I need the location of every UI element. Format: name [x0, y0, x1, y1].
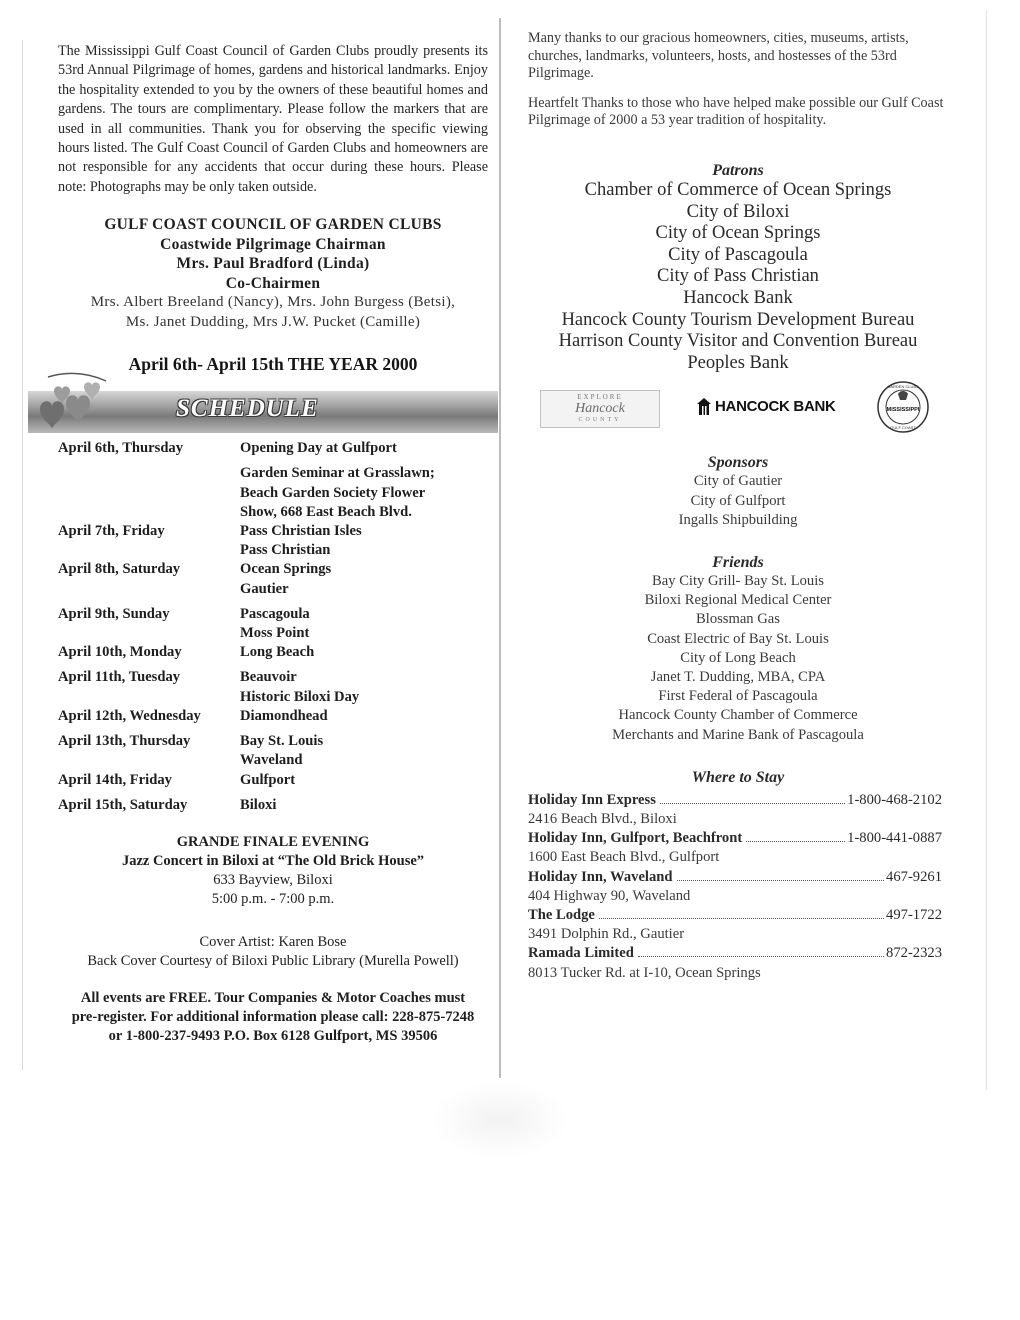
patron-item: Peoples Bank — [687, 352, 789, 373]
lodging-name: Ramada Limited — [528, 945, 634, 962]
schedule-day: April 10th, Monday — [58, 644, 182, 661]
friend-item: Blossman Gas — [696, 611, 780, 628]
schedule-day: April 12th, Wednesday — [58, 707, 201, 724]
lodging-row — [528, 791, 942, 810]
lodging-name: Holiday Inn, Waveland — [528, 868, 673, 885]
back-cover-credit: Back Cover Courtesy of Biloxi Public Library (Murella Powell) — [87, 952, 459, 969]
patrons-heading: Patrons — [712, 161, 764, 179]
friend-item: Biloxi Regional Medical Center — [644, 592, 832, 609]
scan-smudge — [430, 1080, 570, 1160]
schedule-event: Show, 668 East Beach Blvd. — [240, 503, 412, 520]
hancock-tower-icon — [696, 398, 712, 416]
schedule-events — [240, 771, 488, 790]
schedule-events — [240, 464, 488, 522]
friends-heading: Friends — [712, 553, 764, 571]
finale-subtitle: Jazz Concert in Biloxi at “The Old Brick House” — [121, 852, 425, 869]
lodging-name: Holiday Inn, Gulfport, Beachfront — [528, 830, 743, 847]
schedule-row — [58, 560, 488, 598]
lodging-address: 1600 East Beach Blvd., Gulfport — [528, 849, 720, 866]
schedule-event: Long Beach — [240, 644, 315, 661]
patron-item: Hancock County Tourism Development Bureau — [561, 309, 915, 330]
event-dates: April 6th- April 15th THE YEAR 2000 — [128, 354, 418, 375]
friend-item: Bay City Grill- Bay St. Louis — [652, 572, 824, 589]
schedule-events — [240, 560, 488, 598]
hancock-bank-logo: HANCOCK BANK — [696, 398, 836, 416]
friend-item: Hancock County Chamber of Commerce — [618, 707, 858, 724]
dot-leader — [677, 880, 885, 881]
intro-paragraph: The Mississippi Gulf Coast Council of Garden Clubs proudly presents its 53rd Annual Pilgrimage of homes, gardens and historical landmarks. Enjoy the hospitality extended to you by the owners of these beautiful homes and gardens. The tours are complimentary. Please follow the markers that are used in all communities. Thank you for observing the specific viewing hours listed. The Gulf Coast Council of Garden Clubs and homeowners are not responsible for any accidents that occur during these hours. Please note: Photographs may be only taken outside. — [58, 43, 488, 195]
where-to-stay-heading: Where to Stay — [691, 768, 785, 786]
lodging-phone: 497-1722 — [886, 906, 942, 923]
lodging-list — [528, 791, 948, 983]
thanks-paragraph-1: Many thanks to our gracious homeowners, cities, museums, artists, churches, landmarks, volunteers, hosts, and hostesses of the 53rd Pilgrimage. — [528, 30, 909, 82]
dot-leader — [638, 956, 884, 957]
schedule-day: April 11th, Tuesday — [58, 669, 181, 686]
schedule-title: SCHEDULE — [176, 395, 319, 423]
friend-item: Janet T. Dudding, MBA, CPA — [650, 668, 826, 685]
finale-address: 633 Bayview, Biloxi — [213, 871, 333, 888]
patron-item: City of Ocean Springs — [655, 223, 821, 244]
schedule-event: Garden Seminar at Grasslawn; — [240, 465, 435, 482]
dot-leader — [599, 918, 884, 919]
schedule-event: Beauvoir — [240, 669, 297, 686]
cochairs-line-2: Ms. Janet Dudding, Mrs J.W. Pucket (Camille) — [125, 313, 421, 330]
page-edge-right — [986, 10, 987, 1090]
schedule-events — [240, 668, 488, 706]
lodging-name: The Lodge — [528, 906, 595, 923]
thanks-paragraph-2: Heartfelt Thanks to those who have helped make possible our Gulf Coast Pilgrimage of 2000 a 53 year tradition of hospitality. — [528, 94, 944, 129]
schedule-event: Pass Christian — [240, 542, 331, 559]
schedule-events — [240, 643, 488, 662]
patron-item: City of Pass Christian — [657, 266, 819, 287]
finale-title: GRANDE FINALE EVENING — [176, 833, 370, 850]
free-line-2: pre-register. For additional information please call: 228-875-7248 — [71, 1008, 475, 1025]
patron-item: City of Biloxi — [686, 201, 790, 222]
cochairs-title: Co-Chairmen — [225, 274, 321, 292]
council-name: GULF COAST COUNCIL OF GARDEN CLUBS — [104, 216, 442, 234]
chair-title: Coastwide Pilgrimage Chairman — [160, 235, 386, 253]
schedule-row — [58, 522, 488, 560]
schedule-row — [58, 668, 488, 706]
schedule-row — [58, 732, 488, 770]
schedule-day: April 15th, Saturday — [58, 796, 188, 813]
schedule-events — [240, 796, 488, 815]
schedule-row — [58, 707, 488, 726]
lodging-phone: 467-9261 — [886, 868, 942, 885]
schedule-event: Biloxi — [240, 796, 277, 813]
sponsor-logos — [528, 380, 948, 440]
friend-item: City of Long Beach — [680, 649, 796, 666]
schedule-table — [58, 439, 488, 815]
lodging-address: 3491 Dolphin Rd., Gautier — [528, 926, 685, 943]
schedule-row — [58, 605, 488, 643]
friend-item: First Federal of Pascagoula — [658, 688, 818, 705]
schedule-day: April 6th, Thursday — [58, 440, 184, 457]
svg-text:MISSISSIPPI: MISSISSIPPI — [886, 407, 920, 414]
schedule-event: Beach Garden Society Flower — [240, 484, 426, 501]
council-block — [58, 215, 488, 332]
free-line-1: All events are FREE. Tour Companies & Motor Coaches must — [80, 989, 466, 1006]
schedule-event: Opening Day at Gulfport — [240, 440, 397, 457]
schedule-event: Ocean Springs — [240, 561, 332, 578]
schedule-day: April 14th, Friday — [58, 771, 172, 788]
page-edge-left — [22, 40, 23, 1070]
friends-list — [528, 572, 948, 745]
explore-hancock-county-logo: EXPLORE Hancock COUNTY — [540, 390, 660, 428]
schedule-row — [58, 643, 488, 662]
lodging-name: Holiday Inn Express — [528, 791, 656, 808]
schedule-event: Pass Christian Isles — [240, 523, 362, 540]
friend-item: Coast Electric of Bay St. Louis — [647, 630, 829, 647]
schedule-row — [58, 771, 488, 790]
schedule-events — [240, 707, 488, 726]
schedule-event: Gautier — [240, 580, 289, 597]
schedule-row — [58, 439, 488, 458]
dot-leader — [746, 841, 845, 842]
sponsors-list — [528, 472, 948, 530]
schedule-row — [58, 796, 488, 815]
sponsor-item: City of Gautier — [693, 473, 783, 490]
schedule-day: April 13th, Thursday — [58, 733, 191, 750]
sponsor-item: City of Gulfport — [690, 492, 786, 509]
finale-time: 5:00 p.m. - 7:00 p.m. — [211, 890, 335, 907]
lodging-row — [528, 829, 942, 848]
lodging-row — [528, 868, 942, 887]
lodging-address: 2416 Beach Blvd., Biloxi — [528, 810, 677, 827]
patron-item: Harrison County Visitor and Convention Bureau — [558, 331, 918, 352]
patron-item: Hancock Bank — [683, 287, 793, 308]
lodging-row — [528, 906, 942, 925]
finale-block — [58, 833, 488, 909]
chair-name: Mrs. Paul Bradford (Linda) — [176, 255, 370, 273]
patron-item: City of Pascagoula — [668, 244, 808, 265]
schedule-events — [240, 732, 488, 770]
schedule-event: Diamondhead — [240, 707, 328, 724]
right-panel — [528, 30, 948, 983]
lodging-address: 8013 Tucker Rd. at I-10, Ocean Springs — [528, 964, 761, 981]
free-line-3: or 1-800-237-9493 P.O. Box 6128 Gulfport, MS 39506 — [108, 1027, 438, 1044]
schedule-day: April 8th, Saturday — [58, 561, 181, 578]
friend-item: Merchants and Marine Bank of Pascagoula — [612, 726, 864, 743]
credits-block — [58, 933, 488, 971]
schedule-event: Moss Point — [240, 625, 310, 642]
svg-text:GARDEN CLUBS: GARDEN CLUBS — [887, 384, 919, 390]
schedule-day: April 9th, Sunday — [58, 605, 170, 622]
svg-text:GULF COAST: GULF COAST — [890, 425, 916, 431]
schedule-event: Historic Biloxi Day — [240, 688, 360, 705]
patrons-list — [528, 180, 948, 374]
schedule-row — [58, 464, 488, 522]
schedule-event: Gulfport — [240, 771, 296, 788]
lodging-address: 404 Highway 90, Waveland — [528, 887, 691, 904]
garden-clubs-seal-icon — [876, 380, 930, 434]
schedule-event: Pascagoula — [240, 605, 310, 622]
center-fold — [499, 18, 501, 1078]
dot-leader — [660, 803, 845, 804]
schedule-event: Waveland — [240, 752, 303, 769]
schedule-events — [240, 522, 488, 560]
lodging-phone: 1-800-468-2102 — [847, 791, 942, 808]
hearts-illustration-icon — [28, 369, 118, 439]
sponsors-heading: Sponsors — [707, 454, 769, 472]
schedule-banner — [28, 391, 498, 433]
schedule-events — [240, 605, 488, 643]
lodging-row — [528, 944, 942, 963]
lodging-phone: 1-800-441-0887 — [847, 830, 942, 847]
schedule-day: April 7th, Friday — [58, 523, 165, 540]
schedule-day — [58, 464, 240, 522]
cover-artist: Cover Artist: Karen Bose — [199, 933, 347, 950]
schedule-event: Bay St. Louis — [240, 733, 324, 750]
left-panel — [58, 42, 488, 1046]
free-events-notice — [58, 989, 488, 1046]
patron-item: Chamber of Commerce of Ocean Springs — [584, 179, 892, 200]
cochairs-line-1: Mrs. Albert Breeland (Nancy), Mrs. John Burgess (Betsi), — [90, 294, 456, 311]
sponsor-item: Ingalls Shipbuilding — [678, 511, 798, 528]
lodging-phone: 872-2323 — [886, 945, 942, 962]
schedule-events — [240, 439, 488, 458]
